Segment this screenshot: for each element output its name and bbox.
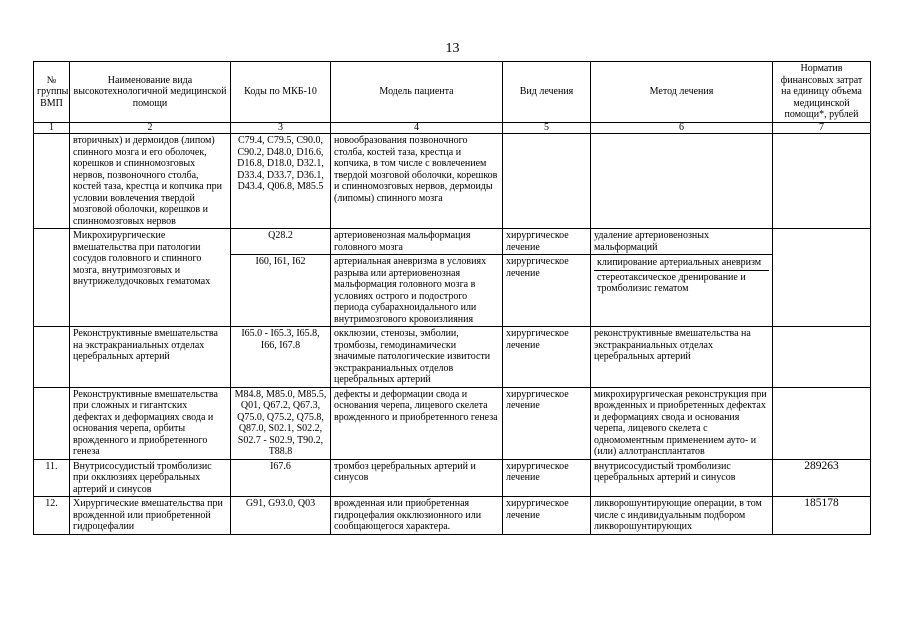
header-norm: Норматив финансовых затрат на единицу объема медицинской помощи*, рублей — [773, 62, 871, 123]
method-item: клипирование артериальных аневризм — [597, 257, 762, 268]
model-cell: окклюзии, стенозы, эмболии, тромбозы, гемодинамически значимые патологические извитости экстракраниальных отделов церебральных артерий — [331, 327, 503, 388]
col-number: 1 — [34, 123, 70, 134]
norm-cell — [773, 229, 871, 327]
name-cell: Реконструктивные вмешательства на экстракраниальных отделах церебральных артерий — [70, 327, 231, 388]
group-cell: 11. — [34, 459, 70, 497]
method-cell: ликворошунтирующие операции, в том числе с индивидуальным подбором ликворошунтирующих — [591, 497, 773, 535]
treatment-cell — [503, 134, 591, 229]
header-group: № группы ВМП — [34, 62, 70, 123]
treatment-cell: хирургическое лечение — [503, 387, 591, 459]
header-row — [34, 62, 871, 123]
model-cell: тромбоз церебральных артерий и синусов — [331, 459, 503, 497]
norm-cell: 185178 — [773, 497, 871, 535]
group-cell — [34, 387, 70, 459]
col-number: 6 — [591, 123, 773, 134]
page-number: 13 — [445, 41, 460, 56]
vmp-table — [33, 61, 871, 535]
norm-cell — [773, 387, 871, 459]
column-numbers-row — [34, 123, 871, 134]
model-cell: врожденная или приобретенная гидроцефалия окклюзионного или сообщающегося характера. — [331, 497, 503, 535]
model-cell: артериальная аневризма в условиях разрыва или артериовенозная мальформация головного мозга в условиях острого и подострого периода субарахноидального или внутримозгового кровоизлияния — [331, 255, 503, 327]
table-row — [34, 327, 871, 388]
header-treatment: Вид лечения — [503, 62, 591, 123]
table-row — [34, 387, 871, 459]
table-row — [34, 459, 871, 497]
codes-cell: G91, G93.0, Q03 — [231, 497, 331, 535]
treatment-cell: хирургическое лечение — [503, 229, 591, 255]
norm-cell — [773, 327, 871, 388]
method-cell: удаление артериовенозных мальформаций — [591, 229, 773, 255]
treatment-cell: хирургическое лечение — [503, 459, 591, 497]
name-cell: Хирургические вмешательства при врожденной или приобретенной гидроцефалии — [70, 497, 231, 535]
model-cell: новообразования позвоночного столба, костей таза, крестца и копчика, в том числе с вовлечением твердой мозговой оболочки, корешков и спинномозговых нервов, дермоиды (липомы) спинного мозга — [331, 134, 503, 229]
codes-cell: Q28.2 — [231, 229, 331, 255]
name-cell: Микрохирургические вмешательства при патологии сосудов головного и спинного мозга, внутримозговых и внутрижелудочковых гематомах — [70, 229, 231, 327]
header-codes: Коды по МКБ-10 — [231, 62, 331, 123]
table-row — [34, 229, 871, 255]
col-number: 5 — [503, 123, 591, 134]
header-name: Наименование вида высокотехнологичной медицинской помощи — [70, 62, 231, 123]
method-cell: микрохирургическая реконструкция при врожденных и приобретенных дефектах и деформациях свода и основания черепа, лицевого скелета с одномоментным применением ауто- и (или) аллотрансплантатов — [591, 387, 773, 459]
col-number: 7 — [773, 123, 871, 134]
col-number: 3 — [231, 123, 331, 134]
table-row — [34, 497, 871, 535]
model-cell: артериовенозная мальформация головного мозга — [331, 229, 503, 255]
name-cell: Внутрисосудистый тромболизис при окклюзиях церебральных артерий и синусов — [70, 459, 231, 497]
codes-cell: I60, I61, I62 — [231, 255, 331, 327]
group-cell — [34, 229, 70, 327]
codes-cell: I65.0 - I65.3, I65.8, I66, I67.8 — [231, 327, 331, 388]
method-cell — [591, 255, 773, 327]
group-cell — [34, 327, 70, 388]
method-cell: реконструктивные вмешательства на экстракраниальных отделах церебральных артерий — [591, 327, 773, 388]
group-cell — [34, 134, 70, 229]
method-cell: внутрисосудистый тромболизис церебральных артерий и синусов — [591, 459, 773, 497]
col-number: 4 — [331, 123, 503, 134]
header-method: Метод лечения — [591, 62, 773, 123]
table-row — [34, 134, 871, 229]
method-cell — [591, 134, 773, 229]
norm-cell: 289263 — [773, 459, 871, 497]
model-cell: дефекты и деформации свода и основания черепа, лицевого скелета врожденного и приобретенного генеза — [331, 387, 503, 459]
name-cell: вторичных) и дермоидов (липом) спинного мозга и его оболочек, корешков и спинномозговых нервов, позвоночного столба, костей таза, крестца и копчика при условии вовлечения твердой мозговой оболочки, корешков и спинномозговых нервов — [70, 134, 231, 229]
codes-cell: C79.4, C79.5, C90.0, C90.2, D48.0, D16.6, D16.8, D18.0, D32.1, D33.4, D33.7, D36.1, D43.4, Q06.8, M85.5 — [231, 134, 331, 229]
treatment-cell: хирургическое лечение — [503, 497, 591, 535]
method-item: стереотаксическое дренирование и тромболизис гематом — [594, 270, 769, 296]
header-model: Модель пациента — [331, 62, 503, 123]
name-cell: Реконструктивные вмешательства при сложных и гигантских дефектах и деформациях свода и основания черепа, орбиты врожденного и приобретенного генеза — [70, 387, 231, 459]
codes-cell: M84.8, M85.0, M85.5, Q01, Q67.2, Q67.3, Q75.0, Q75.2, Q75.8, Q87.0, S02.1, S02.2, S02.7 - S02.9, T90.2, T88.8 — [231, 387, 331, 459]
treatment-cell: хирургическое лечение — [503, 327, 591, 388]
norm-cell — [773, 134, 871, 229]
codes-cell: I67.6 — [231, 459, 331, 497]
group-cell: 12. — [34, 497, 70, 535]
col-number: 2 — [70, 123, 231, 134]
treatment-cell: хирургическое лечение — [503, 255, 591, 327]
